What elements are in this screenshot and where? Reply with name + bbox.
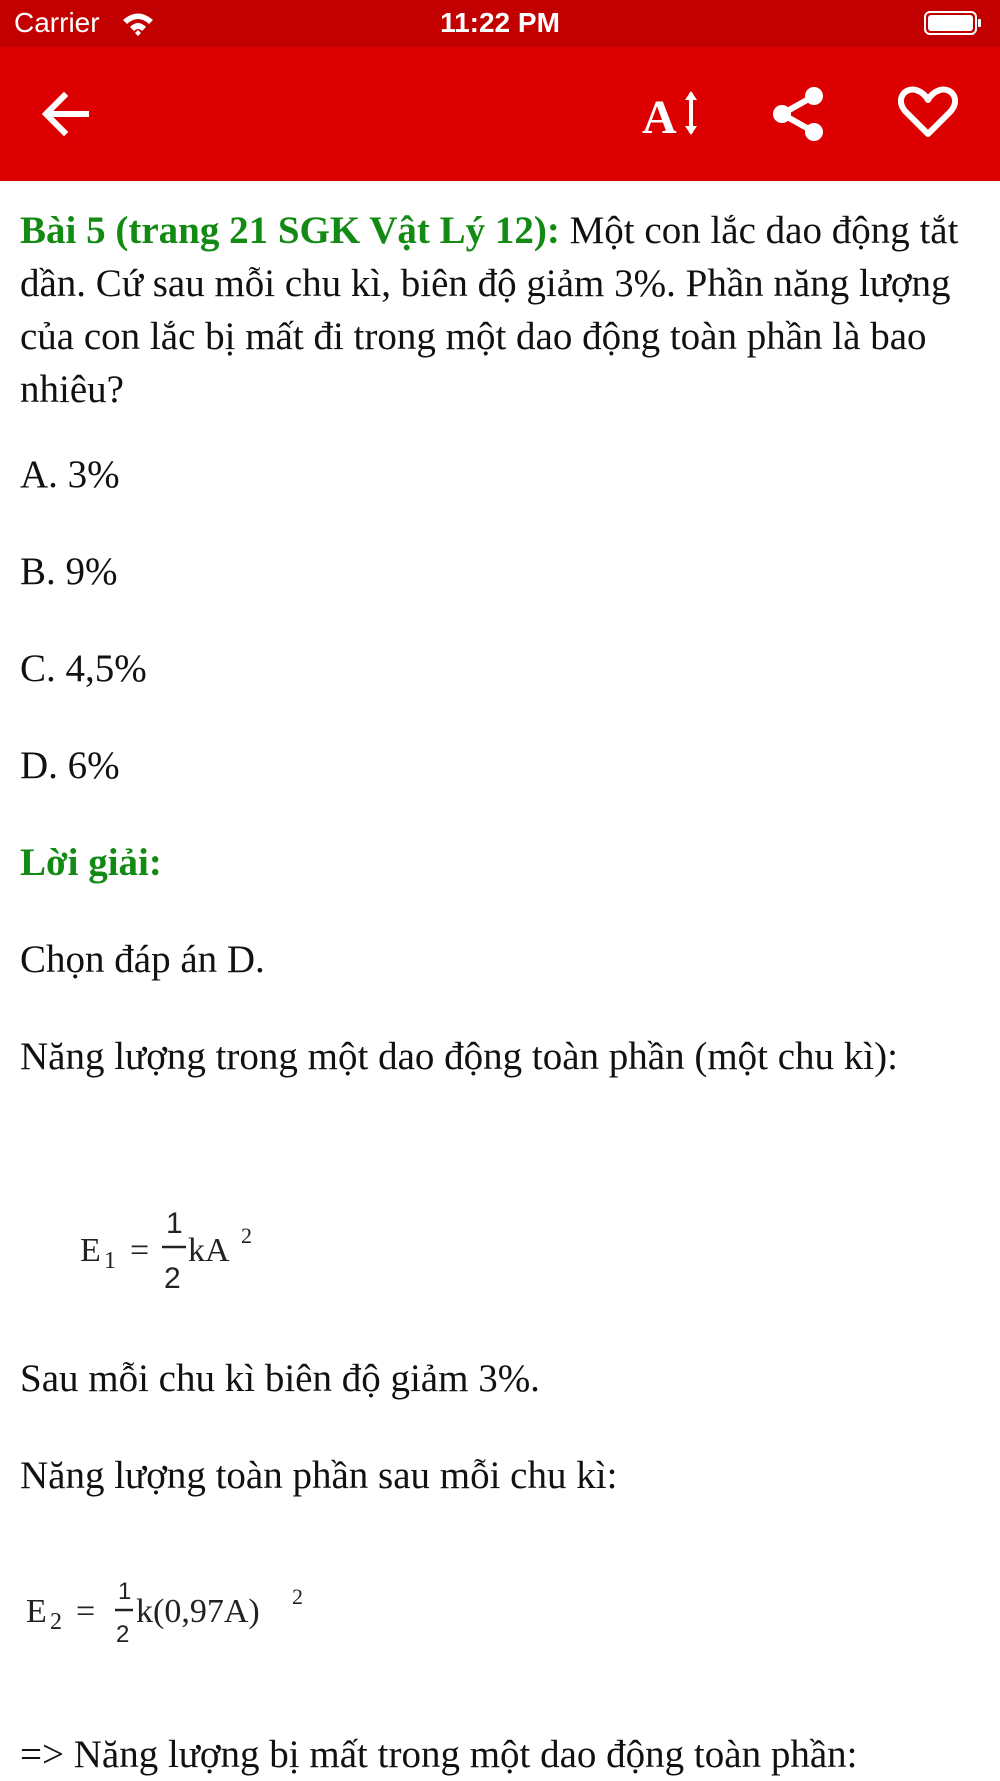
- share-icon: [770, 85, 826, 143]
- arrow-left-icon: [38, 89, 96, 139]
- battery-icon: [924, 11, 982, 35]
- option-d: D. 6%: [20, 744, 120, 787]
- carrier-label: Carrier: [14, 7, 100, 38]
- font-size-icon: [640, 85, 704, 141]
- share-button[interactable]: [770, 85, 826, 143]
- formula-e2-sup: 2: [292, 1584, 303, 1609]
- option-c: C. 4,5%: [20, 647, 147, 690]
- energy-paragraph: Năng lượng trong một dao động toàn phần (một chu kì):: [20, 1035, 898, 1078]
- lesson-content-2: [20, 1352, 980, 1502]
- svg-text:A: A: [642, 91, 677, 141]
- formula-e2-sub: 2: [50, 1609, 62, 1635]
- formula-e2: [24, 1562, 324, 1662]
- toolbar: [0, 47, 1000, 181]
- formula-e1-den: 2: [164, 1262, 181, 1295]
- energy-after-paragraph: Năng lượng toàn phần sau mỗi chu kì:: [20, 1454, 618, 1497]
- formula-e1-num: 1: [166, 1207, 183, 1240]
- back-button[interactable]: [38, 89, 96, 139]
- status-time: 11:22 PM: [440, 7, 560, 38]
- status-bar: [0, 0, 1000, 47]
- formula-e1-eq: =: [130, 1232, 150, 1269]
- formula-e1: [78, 1198, 278, 1298]
- lesson-content: [20, 181, 980, 1083]
- answer-text: Chọn đáp án D.: [20, 938, 265, 981]
- formula-e1-lhs: E: [80, 1232, 101, 1269]
- formula-e2-den: 2: [116, 1621, 130, 1648]
- formula-e2-eq: =: [76, 1593, 96, 1630]
- amplitude-paragraph: Sau mỗi chu kì biên độ giảm 3%.: [20, 1357, 540, 1400]
- option-b: B. 9%: [20, 550, 118, 593]
- option-a: A. 3%: [20, 453, 120, 496]
- formula-e1-expr: kA: [188, 1232, 230, 1269]
- question-paragraph: [20, 204, 980, 416]
- font-size-button[interactable]: [640, 85, 704, 141]
- formula-e1-sup: 2: [241, 1223, 252, 1248]
- formula-e2-expr: k(0,97A): [136, 1593, 260, 1630]
- question-title: Bài 5 (trang 21 SGK Vật Lý 12):: [20, 209, 560, 252]
- formula-e2-num: 1: [118, 1578, 132, 1605]
- lesson-content-3: [20, 1728, 980, 1781]
- solution-title: Lời giải:: [20, 841, 162, 884]
- formula-e2-lhs: E: [26, 1593, 47, 1630]
- energy-lost-paragraph: => Năng lượng bị mất trong một dao động toàn phần:: [20, 1733, 858, 1776]
- favorite-button[interactable]: [898, 85, 958, 141]
- question-text: Một con lắc dao động tắt dần. Cứ sau mỗi chu kì, biên độ giảm 3%. Phần năng lượng của con lắc bị mất đi trong một dao động toàn phần là bao nhiêu?: [20, 209, 959, 411]
- heart-icon: [898, 85, 958, 141]
- formula-e1-sub: 1: [104, 1248, 116, 1274]
